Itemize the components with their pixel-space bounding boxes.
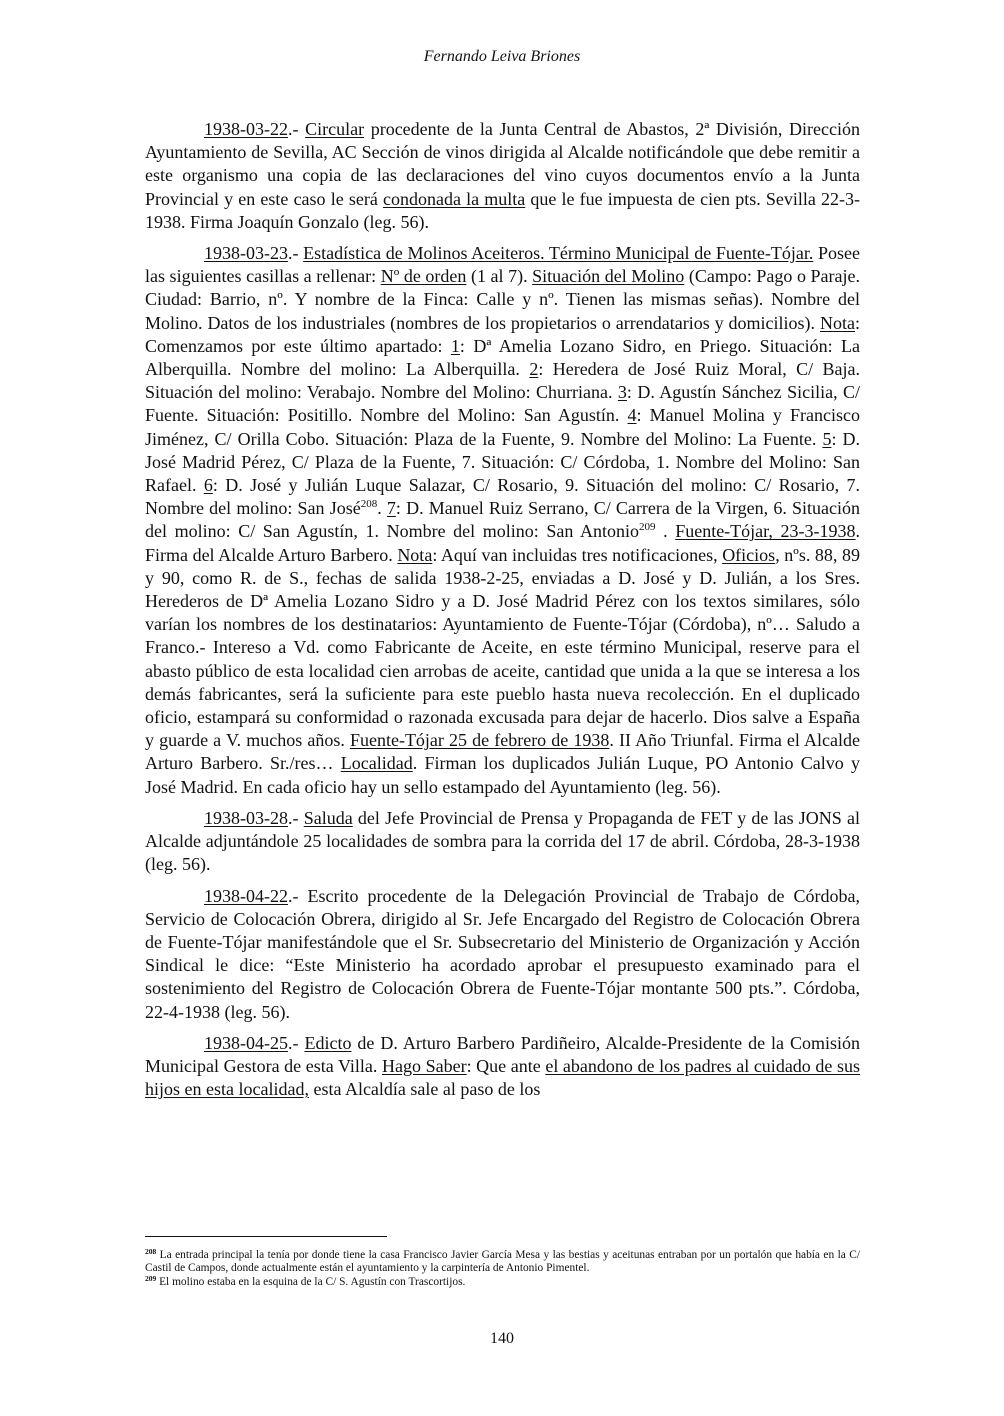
entry-text: .- [288, 1032, 305, 1053]
underlined-text: 4 [627, 405, 637, 426]
underlined-text: Estadística de Molinos Aceiteros. Término Municipal de Fuente-Tójar. [303, 243, 814, 264]
entry-text: . Firma del Alcalde Arturo Barbero. [145, 521, 861, 565]
entry-text: : Que ante [466, 1055, 546, 1076]
underlined-text: Edicto [304, 1032, 352, 1053]
entry-text: . [377, 498, 387, 519]
underlined-text: Situación del Molino [532, 266, 685, 287]
entry-date: 1938-03-28 [204, 807, 288, 828]
entry-paragraph [145, 807, 860, 877]
entry-paragraph [145, 242, 860, 799]
entry-text: Posee las siguientes casillas a rellenar: [145, 243, 860, 287]
underlined-text: 3 [617, 382, 627, 403]
entry-text: : Manuel Molina y Francisco Jiménez, C/ Orilla Cobo. Situación: Plaza de la Fuente, 9. Nombre del Molino: La Fuente. [145, 405, 861, 449]
underlined-text: el abandono de los padres al cuidado de sus hijos en esta localidad, [145, 1055, 860, 1100]
footnote-ref: 209 [638, 521, 656, 534]
entry-text: .- [288, 807, 304, 828]
footnote-text: La entrada principal la tenía por donde tiene la casa Francisco Javier García Mesa y las bestias y aceitunas entraban por un portalón que había en la C/ Castil de Campos, donde actualmente están el ayuntamiento y la carpintería de Antonio Pimentel. [145, 1249, 860, 1275]
underlined-text: Oficios [722, 544, 776, 565]
entry-text: que le fue impuesta de cien pts. Sevilla 22-3-1938. Firma Joaquín Gonzalo (leg. 56). [145, 188, 860, 232]
footnote [145, 1249, 860, 1276]
underlined-text: Circular [305, 119, 365, 139]
entry-paragraph [145, 118, 860, 234]
entry-date: 1938-03-23 [204, 243, 288, 264]
underlined-text: Localidad [340, 753, 413, 774]
footnote-number: 209 [145, 1273, 157, 1283]
underlined-text: Nº de orden [380, 266, 467, 287]
underlined-text: Nota [397, 544, 433, 565]
footnote-ref: 208 [360, 498, 378, 511]
entry-text: : D. José y Julián Luque Salazar, C/ Rosario, 9. Situación del molino: C/ Rosario, 7. Nombre del molino: San José [145, 475, 861, 519]
entry-text: . II Año Triunfal. Firma el Alcalde Arturo Barbero. Sr./res… [145, 730, 860, 774]
footnotes [145, 1249, 860, 1289]
entry-text: : Comenzamos por este último apartado: [145, 312, 860, 356]
entry-text: : Dª Amelia Lozano Sidro, en Priego. Situación: La Alberquilla. Nombre del molino: La Alberquilla. [145, 335, 860, 380]
entry-text: .- [288, 119, 306, 139]
running-header: Fernando Leiva Briones [423, 48, 581, 65]
footnote-text: El molino estaba en la esquina de la C/ S. Agustín con Trascortijos. [156, 1275, 466, 1288]
underlined-text: 7 [386, 498, 396, 519]
underlined-text: Fuente-Tójar, 23-3-1938 [675, 521, 856, 542]
underlined-text: 2 [529, 359, 539, 380]
underlined-text: Nota [819, 312, 855, 333]
entry-text: de D. Arturo Barbero Pardiñeiro, Alcalde-Presidente de la Comisión Municipal Gestora de esta Villa. [145, 1032, 860, 1076]
underlined-text: 1 [450, 335, 460, 356]
entry-text: : Heredera de José Ruiz Moral, C/ Baja. Situación del molino: Verabajo. Nombre del Molino: Churriana. [145, 359, 861, 403]
entry-text: . [655, 521, 676, 542]
entry-text: , nºs. 88, 89 y 90, como R. de S., fechas de salida 1938-2-25, enviadas a D. José y D. Julián, a los Sres. Herederos de Dª Amelia Lozano Sidro y a D. José Madrid Pérez con los textos similares, sólo varían los nombres de los destinatarios: Ayuntamiento de Fuente-Tójar (Córdoba), nº… Saludo a Franco.- Intereso a Vd. como Fabricante de Aceite, en este término Municipal, reserve para el abasto público de esta localidad cien arrobas de aceite, cantidad que unida a la que se interesa a los demás fabricantes, será la suficiente para este pueblo hasta nueva recolección. En el duplicado oficio, estampará su conformidad o razonada excusada para dejar de hacerlo. Dios salve a España y guarde a V. muchos años. [145, 544, 860, 751]
entry-paragraph [145, 1032, 860, 1102]
entry-text: (Campo: Pago o Paraje. Ciudad: Barrio, nº. Y nombre de la Finca: Calle y nº. Tienen las mismas señas). Nombre del Molino. Datos de los industriales (nombres de los propietarios o arrendatarios y domicilios). [145, 266, 860, 333]
footnote [145, 1273, 860, 1289]
entry-text: . Firman los duplicados Julián Luque, PO Antonio Calvo y José Madrid. En cada oficio hay un sello estampado del Ayuntamiento (leg. 56). [145, 753, 860, 797]
entry-text: esta Alcaldía sale al paso de los [308, 1079, 541, 1100]
entry-text: procedente de la Junta Central de Abastos, 2ª División, Dirección Ayuntamiento de Sevilla, AC Sección de vinos dirigida al Alcalde notificándole que debe remitir a este organismo una copia de las declaraciones del vino cuyos documentos envío a la Junta Provincial y en este caso le será [145, 119, 860, 209]
entry-date: 1938-03-22 [204, 119, 288, 139]
entry-text: : D. José Madrid Pérez, C/ Plaza de la Fuente, 7. Situación: C/ Córdoba, 1. Nombre del Molino: San Rafael. [145, 428, 861, 496]
underlined-text: condonada la multa [382, 188, 526, 209]
footnote-number: 208 [145, 1247, 157, 1256]
entry-text: .- Escrito procedente de la Delegación Provincial de Trabajo de Córdoba, Servicio de Colocación Obrera, dirigido al Sr. Jefe Encargado del Registro de Colocación Obrera de Fuente-Tójar manifestándole que el Sr. Subsecretario del Ministerio de Organización y Acción Sindical le dice: “Este Ministerio ha acordado aprobar el presupuesto examinado para el sostenimiento del Registro de Colocación Obrera de Fuente-Tójar montante 500 pts.”. Córdoba, 22-4-1938 (leg. 56). [145, 885, 860, 1022]
entry-date: 1938-04-22 [204, 885, 288, 906]
entry-paragraph [145, 885, 860, 1024]
entry-text: : Aquí van incluidas tres notificaciones, [432, 544, 723, 565]
body-text [145, 118, 860, 1109]
underlined-text: 6 [203, 475, 213, 496]
underlined-text: Saluda [303, 807, 353, 828]
entry-text: .- [288, 243, 304, 264]
underlined-text: 5 [822, 428, 832, 449]
entry-text: : D. Manuel Ruiz Serrano, C/ Carrera de la Virgen, 6. Situación del molino: C/ San Agustín, 1. Nombre del molino: San Antonio [145, 498, 861, 542]
entry-text: del Jefe Provincial de Prensa y Propaganda de FET y de las JONS al Alcalde adjuntándole 25 localidades de sombra para la corrida del 17 de abril. Córdoba, 28-3-1938 (leg. 56). [145, 807, 861, 875]
entry-text: : D. Agustín Sánchez Sicilia, C/ Fuente. Situación: Positillo. Nombre del Molino: San Agustín. [145, 382, 860, 426]
underlined-text: Hago Saber [382, 1055, 467, 1076]
footnote-separator [145, 1236, 387, 1237]
page-number: 140 [490, 1330, 514, 1347]
underlined-text: Fuente-Tójar 25 de febrero de 1938 [349, 730, 610, 751]
entry-date: 1938-04-25 [204, 1032, 288, 1053]
entry-text: (1 al 7). [466, 266, 533, 287]
